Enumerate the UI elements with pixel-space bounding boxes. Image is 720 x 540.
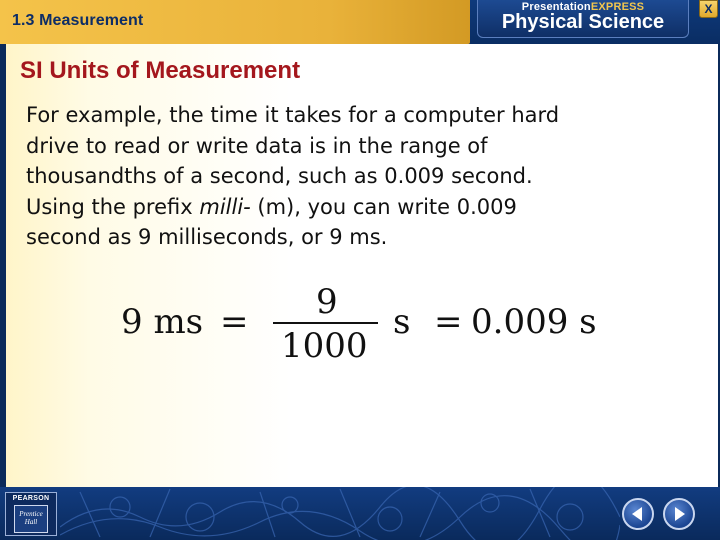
- fraction-denominator: 1000: [281, 326, 368, 366]
- brand-highlight: EXPRESS: [590, 1, 645, 13]
- previous-slide-button[interactable]: [622, 498, 654, 530]
- next-slide-button[interactable]: [663, 498, 695, 530]
- equation-equals-sign: =: [220, 302, 249, 342]
- paragraph-line: second as 9 milliseconds, or 9 ms.: [26, 225, 388, 249]
- paragraph-line: Using the prefix milli- (m), you can write 0.009: [26, 194, 517, 219]
- fraction-numerator: 9: [316, 282, 338, 322]
- equation-equals-sign-2: =: [434, 302, 463, 342]
- fraction-bar: [273, 322, 378, 324]
- equation: [0, 282, 720, 372]
- paragraph-line: drive to read or write data is in the range of: [26, 133, 488, 158]
- publisher-line-2: Hall: [24, 518, 38, 526]
- chevron-left-icon: [624, 500, 652, 528]
- equation-rhs: 0.009 s: [471, 302, 597, 342]
- close-button[interactable]: X: [699, 0, 718, 18]
- brand-logo: [477, 0, 689, 38]
- publisher-name: PEARSON: [12, 495, 50, 502]
- brand-prefix: Presentation: [521, 1, 591, 13]
- publisher-emblem: [14, 505, 48, 533]
- brand-name: Physical Science: [501, 11, 665, 33]
- paragraph-line: thousandths of a second, such as 0.009 second.: [26, 164, 533, 188]
- footer-pattern: [60, 487, 620, 540]
- paragraph-line: For example, the time it takes for a computer hard: [26, 103, 560, 127]
- publisher-line-1: Prentice: [19, 510, 43, 518]
- equation-unit: s: [393, 302, 411, 342]
- body-paragraph: [26, 100, 706, 253]
- header-bar: [0, 0, 720, 44]
- chevron-right-icon: [665, 500, 693, 528]
- section-label: 1.3 Measurement: [12, 12, 144, 29]
- slide-title: SI Units of Measurement: [20, 57, 301, 84]
- equation-lhs: 9 ms: [121, 302, 204, 342]
- publisher-logo: [5, 492, 57, 536]
- footer-bar: [0, 487, 720, 540]
